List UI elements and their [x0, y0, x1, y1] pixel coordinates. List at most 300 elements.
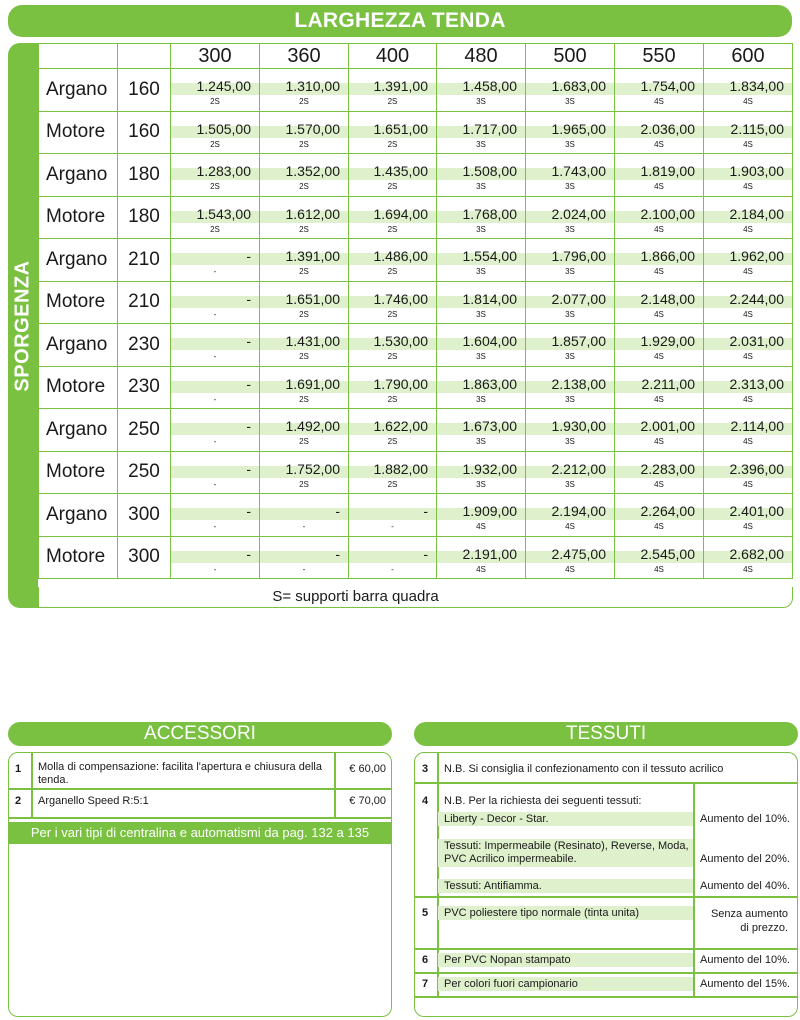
price-cell [171, 409, 260, 452]
price-value: 1.283,00 [196, 163, 251, 179]
support-count: 4S [743, 437, 753, 446]
support-count: 2S [299, 224, 309, 234]
price-cell [260, 196, 349, 239]
price-value: 1.508,00 [462, 163, 517, 179]
price-value: 1.435,00 [373, 163, 428, 179]
support-count: 2S [299, 479, 309, 489]
price-row [39, 239, 793, 282]
price-cell [615, 196, 704, 239]
support-count: 4S [743, 394, 753, 404]
accessori-num-2: 2 [15, 795, 22, 807]
price-value: 2.212,00 [551, 460, 606, 477]
price-cell [260, 494, 349, 537]
price-cell [437, 154, 526, 197]
price-value: 1.604,00 [462, 333, 517, 349]
price-value: 1.834,00 [729, 78, 784, 94]
price-value: 1.458,00 [462, 78, 517, 94]
support-count: 2S [299, 97, 309, 106]
price-value: - [423, 503, 428, 519]
tessuti-value-6: Aumento del 10%. [700, 954, 790, 966]
row-size: 180 [118, 154, 171, 197]
price-value: 1.694,00 [373, 205, 428, 222]
support-count: 4S [654, 564, 664, 574]
tessuti-sub-antifiamma-value: Aumento del 40%. [700, 880, 790, 892]
price-value: 1.796,00 [551, 248, 606, 264]
price-value: 1.622,00 [373, 418, 428, 434]
price-value: 2.191,00 [462, 545, 517, 562]
tessuti-value-5: Senza aumento di prezzo. [710, 908, 788, 934]
price-cell [526, 451, 615, 494]
support-count: 3S [565, 97, 575, 106]
price-cell [526, 281, 615, 324]
price-cell [349, 111, 437, 154]
price-cell [349, 154, 437, 197]
support-count: - [302, 564, 306, 574]
price-cell [171, 69, 260, 112]
price-cell [260, 111, 349, 154]
price-cell [349, 536, 437, 579]
support-count: 4S [654, 309, 664, 319]
price-cell [615, 366, 704, 409]
price-value: 1.683,00 [551, 78, 606, 94]
tessuti-text-6: Per PVC Nopan stampato [444, 954, 571, 966]
price-value: 1.790,00 [373, 375, 428, 392]
price-value: 2.313,00 [729, 375, 784, 392]
tessuti-title: TESSUTI [414, 722, 798, 746]
price-value: 2.244,00 [729, 290, 784, 307]
price-value: 2.001,00 [640, 418, 695, 434]
price-cell [704, 366, 793, 409]
support-count: 3S [565, 352, 575, 361]
support-count: 4S [654, 182, 664, 191]
price-value: 1.863,00 [462, 375, 517, 392]
row-type: Argano [39, 494, 118, 537]
price-value: 1.866,00 [640, 248, 695, 264]
support-count: 4S [654, 352, 664, 361]
price-cell [437, 366, 526, 409]
price-cell [171, 196, 260, 239]
price-value: 1.651,00 [373, 120, 428, 137]
row-size: 300 [118, 536, 171, 579]
support-count: 3S [476, 394, 486, 404]
header-empty-type [39, 44, 118, 69]
price-value: 1.962,00 [729, 248, 784, 264]
price-cell [260, 154, 349, 197]
price-cell [615, 281, 704, 324]
support-count: 4S [743, 522, 753, 531]
price-value: - [246, 545, 251, 562]
support-count: 2S [210, 224, 220, 234]
price-value: 2.148,00 [640, 290, 695, 307]
price-value: 2.283,00 [640, 460, 695, 477]
price-cell [704, 239, 793, 282]
price-cell [704, 196, 793, 239]
accessori-text-1: Molla di compensazione: facilita l'apertura e chiusura della tenda. [38, 761, 322, 786]
tessuti-text-7: Per colori fuori campionario [444, 978, 578, 990]
price-cell [260, 281, 349, 324]
price-cell [526, 324, 615, 367]
row-type: Argano [39, 154, 118, 197]
price-value: 1.768,00 [462, 205, 517, 222]
price-cell [437, 111, 526, 154]
price-value: 1.930,00 [551, 418, 606, 434]
price-cell [260, 239, 349, 282]
price-value: 1.570,00 [285, 120, 340, 137]
row-size: 230 [118, 324, 171, 367]
price-value: 1.391,00 [285, 248, 340, 264]
price-value: 2.475,00 [551, 545, 606, 562]
support-count: 2S [299, 139, 309, 149]
support-count: 2S [387, 394, 398, 404]
support-count: 2S [387, 267, 398, 276]
price-value: 1.814,00 [462, 290, 517, 307]
price-cell [526, 494, 615, 537]
support-count: 4S [743, 479, 753, 489]
price-cell [260, 324, 349, 367]
row-size: 300 [118, 494, 171, 537]
support-count: 4S [743, 564, 753, 574]
price-cell [437, 69, 526, 112]
price-value: 1.651,00 [285, 290, 340, 307]
tessuti-text-5: PVC poliestere tipo normale (tinta unita) [444, 907, 640, 919]
support-count: 3S [565, 182, 575, 191]
tessuti-sub-antifiamma: Tessuti: Antifiamma. [444, 880, 542, 892]
support-count: 3S [476, 224, 486, 234]
support-count: 3S [565, 309, 575, 319]
price-value: 1.909,00 [462, 503, 517, 519]
price-value: 2.401,00 [729, 503, 784, 519]
support-count: 3S [565, 267, 575, 276]
row-type: Argano [39, 409, 118, 452]
support-count: 4S [654, 139, 664, 149]
support-count: 2S [299, 182, 309, 191]
price-cell [704, 69, 793, 112]
price-value: 1.819,00 [640, 163, 695, 179]
width-300: 300 [171, 44, 260, 69]
price-value: 1.543,00 [196, 205, 251, 222]
row-type: Motore [39, 536, 118, 579]
price-value: 1.310,00 [285, 78, 340, 94]
price-value: - [246, 290, 251, 307]
row-size: 180 [118, 196, 171, 239]
width-500: 500 [526, 44, 615, 69]
support-count: 4S [476, 564, 486, 574]
price-value: 2.184,00 [729, 205, 784, 222]
accessori-price-2: € 70,00 [349, 795, 386, 807]
price-cell [526, 111, 615, 154]
price-cell [526, 366, 615, 409]
tessuti-sub-liberty-value: Aumento del 10%. [700, 813, 790, 825]
price-row [39, 281, 793, 324]
price-value: - [246, 460, 251, 477]
accessori-price-1: € 60,00 [349, 763, 386, 775]
price-cell [349, 69, 437, 112]
price-cell [615, 494, 704, 537]
price-row [39, 409, 793, 452]
price-value: 1.882,00 [373, 460, 428, 477]
support-count: 4S [565, 522, 575, 531]
price-cell [349, 409, 437, 452]
support-count: - [391, 564, 394, 574]
width-400: 400 [349, 44, 437, 69]
support-count: - [213, 437, 217, 446]
width-480: 480 [437, 44, 526, 69]
price-cell [260, 536, 349, 579]
price-value: 2.114,00 [730, 418, 784, 434]
tessuti-text-4: N.B. Per la richiesta dei seguenti tessuti: [444, 795, 642, 807]
support-count: - [391, 522, 394, 531]
price-cell [349, 451, 437, 494]
price-cell [349, 494, 437, 537]
price-value: 1.746,00 [373, 290, 428, 307]
page-title: LARGHEZZA TENDA [8, 5, 792, 37]
support-count: 2S [387, 479, 398, 489]
width-550: 550 [615, 44, 704, 69]
price-cell [615, 239, 704, 282]
support-count: 2S [299, 352, 309, 361]
price-cell [437, 451, 526, 494]
support-count: 4S [654, 522, 664, 531]
price-cell [704, 154, 793, 197]
price-row [39, 536, 793, 579]
price-cell [704, 409, 793, 452]
price-cell [526, 196, 615, 239]
price-row [39, 154, 793, 197]
support-count: 2S [387, 437, 398, 446]
support-count: 3S [565, 224, 575, 234]
tessuti-num-3: 3 [422, 763, 429, 775]
row-type: Argano [39, 239, 118, 282]
support-count: 3S [476, 309, 486, 319]
price-value: 2.036,00 [640, 120, 695, 137]
support-count: 2S [387, 224, 398, 234]
support-count: 4S [654, 267, 664, 276]
price-value: 1.431,00 [285, 333, 340, 349]
support-count: 3S [476, 139, 486, 149]
price-cell [171, 154, 260, 197]
tessuti-sub-impermeabile: Tessuti: Impermeabile (Resinato), Reverse, Moda, PVC Acrilico impermeabile. [444, 840, 689, 865]
row-type: Argano [39, 324, 118, 367]
support-count: 4S [654, 224, 664, 234]
price-value: 1.673,00 [462, 418, 517, 434]
price-value: 1.903,00 [729, 163, 784, 179]
price-cell [260, 409, 349, 452]
support-count: 4S [743, 267, 753, 276]
price-value: 1.492,00 [285, 418, 340, 434]
price-cell [704, 111, 793, 154]
row-size: 160 [118, 111, 171, 154]
tessuti-text-3: N.B. Si consiglia il confezionamento con il tessuto acrilico [444, 763, 724, 775]
row-type: Motore [39, 451, 118, 494]
accessori-title: ACCESSORI [8, 722, 392, 746]
price-cell [349, 281, 437, 324]
support-count: 3S [476, 437, 486, 446]
row-type: Motore [39, 281, 118, 324]
price-cell [526, 239, 615, 282]
price-cell [437, 324, 526, 367]
supporti-footnote: S= supporti barra quadra [38, 587, 793, 608]
side-label-text: SPORGENZA [11, 259, 34, 392]
row-size: 250 [118, 409, 171, 452]
accessori-text-2: Arganello Speed R:5:1 [38, 795, 149, 807]
price-value: 2.077,00 [551, 290, 606, 307]
price-value: 2.545,00 [640, 545, 695, 562]
price-cell [349, 239, 437, 282]
price-value: 2.031,00 [729, 333, 784, 349]
price-value: 2.396,00 [729, 460, 784, 477]
support-count: 2S [299, 437, 309, 446]
support-count: 3S [565, 139, 575, 149]
support-count: 3S [476, 479, 486, 489]
price-value: 1.752,00 [285, 460, 340, 477]
support-count: 4S [476, 522, 486, 531]
width-600: 600 [704, 44, 793, 69]
support-count: - [302, 522, 306, 531]
width-header-row [39, 44, 793, 69]
price-cell [615, 409, 704, 452]
price-cell [437, 281, 526, 324]
price-row [39, 324, 793, 367]
price-cell [171, 111, 260, 154]
row-size: 250 [118, 451, 171, 494]
price-row [39, 196, 793, 239]
price-value: 1.554,00 [462, 248, 517, 264]
price-value: 1.717,00 [462, 120, 517, 137]
price-value: 1.505,00 [196, 120, 251, 137]
price-cell [615, 451, 704, 494]
width-360: 360 [260, 44, 349, 69]
price-cell [615, 536, 704, 579]
support-count: 4S [743, 139, 753, 149]
row-size: 230 [118, 366, 171, 409]
price-cell [171, 324, 260, 367]
tessuti-num-4: 4 [422, 795, 429, 807]
price-value: - [246, 333, 251, 349]
price-cell [526, 69, 615, 112]
price-cell [171, 536, 260, 579]
price-row [39, 111, 793, 154]
price-cell [171, 281, 260, 324]
price-value: 1.932,00 [462, 460, 517, 477]
price-cell [526, 154, 615, 197]
price-cell [260, 366, 349, 409]
support-count: 4S [654, 394, 664, 404]
support-count: 4S [654, 97, 664, 106]
accessori-num-1: 1 [15, 763, 22, 775]
price-cell [349, 196, 437, 239]
price-value: 1.691,00 [285, 375, 340, 392]
price-value: 2.264,00 [640, 503, 695, 519]
row-size: 210 [118, 239, 171, 282]
support-count: 2S [210, 97, 220, 106]
support-count: 3S [476, 97, 486, 106]
price-value: 1.965,00 [551, 120, 606, 137]
support-count: 2S [387, 139, 398, 149]
price-cell [526, 409, 615, 452]
price-value: - [335, 503, 340, 519]
price-cell [704, 324, 793, 367]
support-count: 4S [743, 182, 753, 191]
support-count: 2S [299, 309, 309, 319]
price-value: 1.486,00 [373, 248, 428, 264]
price-cell [260, 451, 349, 494]
price-value: 2.211,00 [641, 375, 695, 392]
price-cell [171, 366, 260, 409]
tessuti-num-7: 7 [422, 978, 429, 990]
tessuti-value-7: Aumento del 15%. [700, 978, 790, 990]
tessuti-sub-liberty: Liberty - Decor - Star. [444, 813, 549, 825]
row-size: 210 [118, 281, 171, 324]
support-count: - [213, 564, 217, 574]
price-table [38, 43, 793, 579]
price-cell [704, 281, 793, 324]
support-count: 4S [743, 224, 753, 234]
support-count: 3S [476, 267, 486, 276]
price-value: 1.857,00 [551, 333, 606, 349]
price-cell [349, 324, 437, 367]
tessuti-sub-impermeabile-value: Aumento del 20%. [700, 853, 790, 865]
price-cell [260, 69, 349, 112]
price-cell [171, 451, 260, 494]
price-cell [704, 494, 793, 537]
price-value: 2.100,00 [640, 205, 695, 222]
price-cell [615, 69, 704, 112]
support-count: 2S [387, 352, 398, 361]
support-count: 3S [565, 437, 575, 446]
support-count: 2S [210, 139, 220, 149]
tessuti-num-6: 6 [422, 954, 429, 966]
price-value: - [246, 418, 251, 434]
price-value: 1.612,00 [285, 205, 340, 222]
tessuti-num-5: 5 [422, 907, 429, 919]
support-count: - [213, 522, 217, 531]
price-cell [171, 494, 260, 537]
price-value: 2.115,00 [730, 120, 784, 137]
accessori-note: Per i vari tipi di centralina e automatismi da pag. 132 a 135 [9, 822, 391, 844]
price-cell [437, 239, 526, 282]
row-type: Argano [39, 69, 118, 112]
price-value: 1.352,00 [285, 163, 340, 179]
price-value: - [246, 375, 251, 392]
price-cell [437, 494, 526, 537]
support-count: 3S [476, 182, 486, 191]
sporgenza-label [8, 43, 38, 608]
price-value: - [246, 248, 251, 264]
price-cell [704, 451, 793, 494]
support-count: 4S [743, 97, 753, 106]
support-count: 2S [387, 97, 398, 106]
price-value: 2.194,00 [551, 503, 606, 519]
price-cell [349, 366, 437, 409]
price-cell [437, 409, 526, 452]
price-cell [171, 239, 260, 282]
price-value: 1.743,00 [551, 163, 606, 179]
support-count: - [213, 352, 217, 361]
price-value: 2.682,00 [729, 545, 784, 562]
price-cell [615, 111, 704, 154]
price-value: 2.138,00 [551, 375, 606, 392]
price-cell [704, 536, 793, 579]
support-count: 4S [565, 564, 575, 574]
support-count: 3S [565, 479, 575, 489]
price-value: 1.929,00 [640, 333, 695, 349]
support-count: 3S [565, 394, 575, 404]
price-value: - [335, 545, 340, 562]
support-count: 2S [299, 267, 309, 276]
support-count: 4S [654, 437, 664, 446]
price-cell [615, 154, 704, 197]
price-row [39, 494, 793, 537]
